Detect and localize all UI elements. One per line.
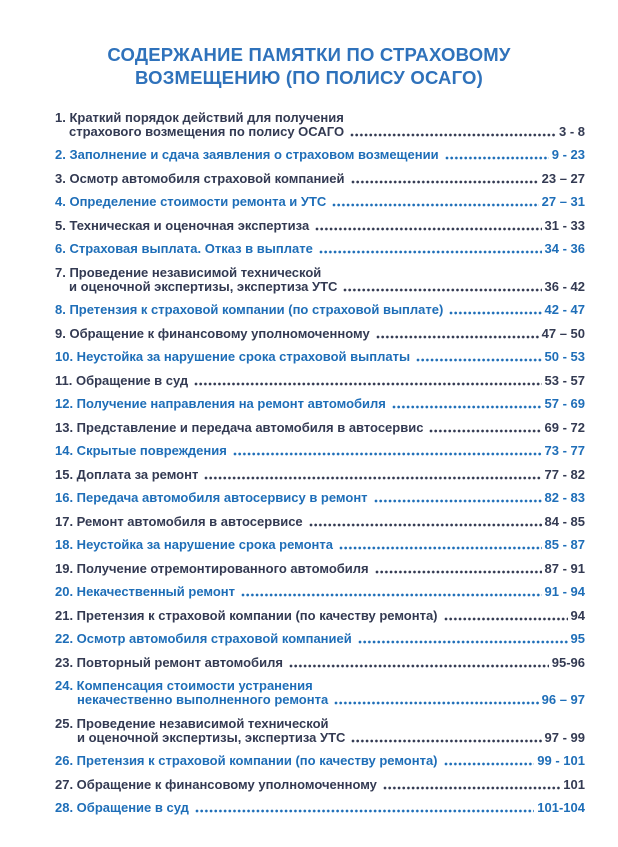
toc-entry-row — [55, 491, 585, 505]
toc-entry-label: 20. Некачественный ремонт — [55, 584, 235, 600]
toc-entry-label: 14. Скрытые повреждения — [55, 443, 227, 459]
toc-entry-row — [55, 242, 585, 256]
toc-entry-label: 21. Претензия к страховой компании (по качеству ремонта) — [55, 607, 438, 623]
page-range: 91 - 94 — [544, 584, 585, 600]
toc-item — [55, 111, 585, 139]
page-range: 36 - 42 — [544, 278, 585, 294]
toc-item — [55, 219, 585, 233]
page-title-line2: ВОЗМЕЩЕНИЮ (ПО ПОЛИСУ ОСАГО) — [135, 66, 483, 88]
toc-entry-row — [55, 778, 585, 792]
toc-item — [55, 515, 585, 529]
dot-leader — [375, 570, 542, 574]
toc-entry-label: 17. Ремонт автомобиля в автосервисе — [55, 513, 303, 529]
dot-leader — [339, 546, 542, 550]
toc-item — [55, 350, 585, 364]
toc-item — [55, 538, 585, 552]
dot-leader — [289, 664, 549, 668]
dot-leader — [358, 640, 568, 644]
dot-leader — [195, 809, 534, 813]
dot-leader — [449, 311, 541, 315]
toc-entry-row — [55, 609, 585, 623]
toc-entry-label: 8. Претензия к страховой компании (по страховой выплате) — [55, 302, 444, 318]
toc-entry-label: некачественно выполненного ремонта — [77, 692, 329, 708]
toc-item — [55, 172, 585, 186]
toc-item — [55, 491, 585, 505]
toc-entry-label: 26. Претензия к страховой компании (по качеству ремонта) — [55, 753, 438, 769]
page-title-line1: СОДЕРЖАНИЕ ПАМЯТКИ ПО СТРАХОВОМУ — [107, 44, 511, 65]
toc-item — [55, 679, 585, 707]
page-range: 57 - 69 — [544, 396, 585, 412]
toc-entry-row — [55, 754, 585, 768]
page-range: 69 - 72 — [544, 419, 585, 435]
toc-item — [55, 303, 585, 317]
toc-entry-label: 24. Компенсация стоимости устранения — [55, 678, 313, 694]
page-range: 42 - 47 — [544, 302, 585, 318]
toc-entry-label: 16. Передача автомобиля автосервису в ремонт — [55, 490, 368, 506]
toc-entry-row — [55, 327, 585, 341]
page-range: 101-104 — [537, 800, 585, 816]
dot-leader — [319, 250, 542, 254]
page-range: 82 - 83 — [544, 490, 585, 506]
toc-entry-line — [55, 679, 585, 693]
toc-entry-label: 13. Представление и передача автомобиля в автосервис — [55, 419, 424, 435]
page-range: 23 – 27 — [541, 170, 585, 186]
page-range: 9 - 23 — [551, 147, 585, 163]
toc-entry-row — [55, 444, 585, 458]
toc-entry-row — [55, 397, 585, 411]
dot-leader — [374, 499, 542, 503]
toc-entry-label: 22. Осмотр автомобиля страховой компанией — [55, 631, 352, 647]
toc-entry-row — [55, 693, 585, 707]
toc-entry-row — [55, 731, 585, 745]
toc-entry-row — [55, 538, 585, 552]
toc-item — [55, 801, 585, 815]
dot-leader — [309, 523, 542, 527]
toc-item — [55, 195, 585, 209]
dot-leader — [444, 762, 535, 766]
dot-leader — [444, 617, 568, 621]
page-range: 95-96 — [551, 654, 585, 670]
page-range: 34 - 36 — [544, 241, 585, 257]
toc-entry-row — [55, 515, 585, 529]
toc-entry-row — [55, 280, 585, 294]
page-range: 77 - 82 — [544, 466, 585, 482]
dot-leader — [445, 156, 549, 160]
dot-leader — [343, 288, 541, 292]
toc-entry-label: 6. Страховая выплата. Отказ в выплате — [55, 241, 313, 257]
dot-leader — [241, 593, 542, 597]
page-range: 96 – 97 — [541, 692, 585, 708]
dot-leader — [416, 358, 541, 362]
toc-entry-label: 7. Проведение независимой технической — [55, 264, 322, 280]
page-range: 97 - 99 — [544, 729, 585, 745]
toc-entry-label: 11. Обращение в суд — [55, 372, 189, 388]
page-range: 50 - 53 — [544, 349, 585, 365]
page-range: 31 - 33 — [544, 217, 585, 233]
dot-leader — [315, 227, 541, 231]
toc-entry-row — [55, 585, 585, 599]
toc-entry-line — [55, 717, 585, 731]
toc-entry-line — [55, 266, 585, 280]
toc-item — [55, 444, 585, 458]
toc-entry-row — [55, 801, 585, 815]
toc-entry-label: 3. Осмотр автомобиля страховой компанией — [55, 170, 345, 186]
toc-item — [55, 656, 585, 670]
toc-entry-row — [55, 219, 585, 233]
toc-item — [55, 778, 585, 792]
toc-entry-row — [55, 374, 585, 388]
toc-entry-row — [55, 562, 585, 576]
dot-leader — [332, 203, 538, 207]
toc-entry-row — [55, 148, 585, 162]
toc-entry-label: 5. Техническая и оценочная экспертиза — [55, 217, 310, 233]
page-range: 99 - 101 — [537, 753, 585, 769]
toc-item — [55, 468, 585, 482]
dot-leader — [233, 452, 542, 456]
dot-leader — [383, 786, 560, 790]
dot-leader — [350, 133, 556, 137]
toc-entry-label: страхового возмещения по полису ОСАГО — [69, 123, 345, 139]
toc-entry-label: 28. Обращение в суд — [55, 800, 189, 816]
toc-item — [55, 266, 585, 294]
toc-entry-row — [55, 350, 585, 364]
toc-item — [55, 148, 585, 162]
page-range: 85 - 87 — [544, 537, 585, 553]
toc-entry-label: 15. Доплата за ремонт — [55, 466, 199, 482]
page-range: 84 - 85 — [544, 513, 585, 529]
page-range: 94 — [570, 607, 585, 623]
toc-entry-label: 1. Краткий порядок действий для получения — [55, 109, 344, 125]
page-range: 53 - 57 — [544, 372, 585, 388]
toc-item — [55, 754, 585, 768]
page-title — [0, 0, 618, 90]
toc-entry-line — [55, 111, 585, 125]
dot-leader — [392, 405, 542, 409]
toc-list — [55, 111, 585, 816]
toc-entry-row — [55, 172, 585, 186]
toc-entry-label: 18. Неустойка за нарушение срока ремонта — [55, 537, 334, 553]
toc-entry-label: 10. Неустойка за нарушение срока страховой выплаты — [55, 349, 411, 365]
toc-entry-row — [55, 303, 585, 317]
page-range: 47 – 50 — [541, 325, 585, 341]
page-range: 101 — [563, 776, 585, 792]
toc-item — [55, 585, 585, 599]
toc-entry-row — [55, 656, 585, 670]
dot-leader — [334, 701, 538, 705]
dot-leader — [351, 739, 541, 743]
page-range: 73 - 77 — [544, 443, 585, 459]
toc-item — [55, 397, 585, 411]
toc-entry-label: и оценочной экспертизы, экспертиза УТС — [77, 729, 346, 745]
toc-entry-label: 12. Получение направления на ремонт автомобиля — [55, 396, 386, 412]
toc-entry-label: 19. Получение отремонтированного автомобиля — [55, 560, 369, 576]
toc-entry-label: и оценочной экспертизы, экспертиза УТС — [69, 278, 338, 294]
toc-item — [55, 609, 585, 623]
toc-entry-label: 2. Заполнение и сдача заявления о страховом возмещении — [55, 147, 439, 163]
toc-item — [55, 374, 585, 388]
toc-entry-row — [55, 632, 585, 646]
page-range: 95 — [570, 631, 585, 647]
toc-item — [55, 562, 585, 576]
dot-leader — [376, 335, 539, 339]
page-range: 3 - 8 — [558, 123, 585, 139]
toc-item — [55, 421, 585, 435]
toc-entry-row — [55, 468, 585, 482]
toc-entry-label: 9. Обращение к финансовому уполномоченному — [55, 325, 370, 341]
toc-entry-label: 23. Повторный ремонт автомобиля — [55, 654, 283, 670]
dot-leader — [204, 476, 541, 480]
dot-leader — [351, 180, 539, 184]
toc-entry-row — [55, 125, 585, 139]
toc-entry-label: 4. Определение стоимости ремонта и УТС — [55, 194, 327, 210]
toc-item — [55, 632, 585, 646]
toc-item — [55, 717, 585, 745]
dot-leader — [194, 382, 541, 386]
toc-entry-label: 27. Обращение к финансовому уполномоченному — [55, 776, 377, 792]
page-range: 87 - 91 — [544, 560, 585, 576]
dot-leader — [429, 429, 541, 433]
toc-entry-row — [55, 195, 585, 209]
toc-item — [55, 327, 585, 341]
toc-entry-row — [55, 421, 585, 435]
page-range: 27 – 31 — [541, 194, 585, 210]
toc-item — [55, 242, 585, 256]
toc-entry-label: 25. Проведение независимой технической — [55, 715, 329, 731]
